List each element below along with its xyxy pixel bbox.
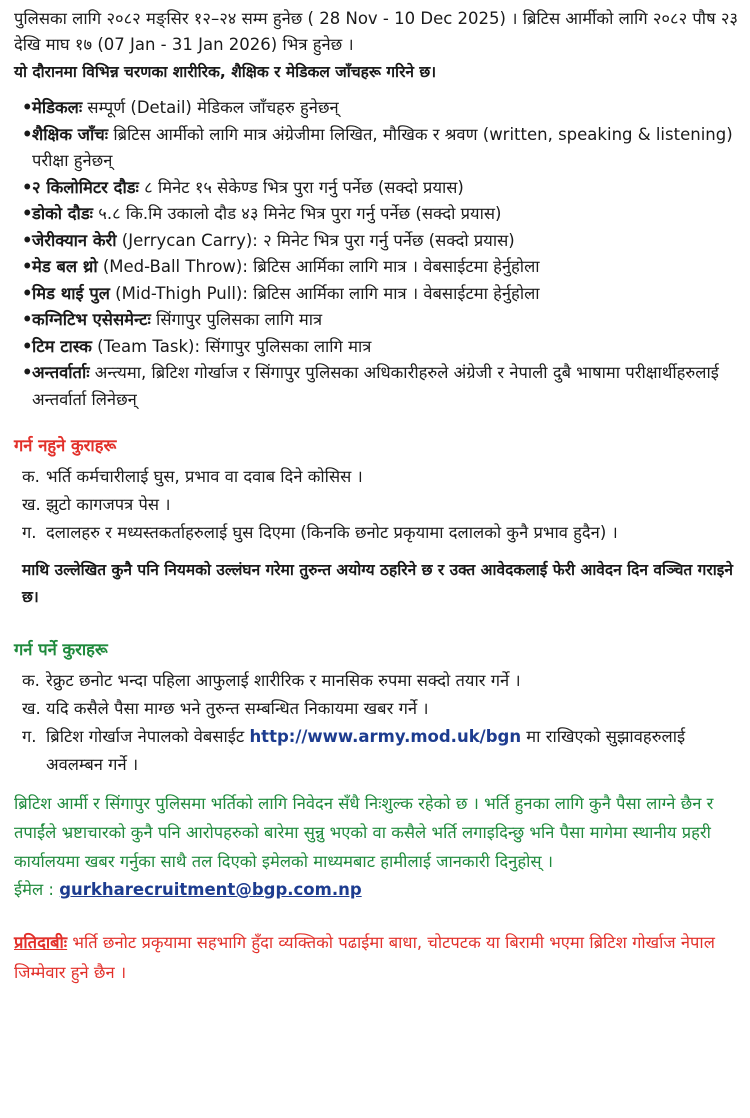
item-key: ख. bbox=[22, 495, 41, 514]
do-heading: गर्न पर्ने कुराहरू bbox=[14, 640, 108, 659]
test-text: ब्रिटिस आर्मीको लागि मात्र अंग्रेजीमा लिखित, मौखिक र श्रवण (written, speaking & listening) परीक्षा हुनेछन् bbox=[32, 124, 733, 170]
list-item bbox=[24, 307, 740, 334]
list-item bbox=[22, 723, 740, 779]
item-text: रेक्रुट छनोट भन्दा पहिला आफुलाई शारीरिक र मानसिक रुपमा सक्दो तयार गर्ने । bbox=[46, 671, 521, 690]
list-item bbox=[24, 201, 740, 228]
list-item bbox=[24, 334, 740, 361]
intro-paragraph: पुलिसका लागि २०८२ मङ्सिर १२–२४ सम्म हुनेछ ( 28 Nov - 10 Dec 2025) । ब्रिटिस आर्मीको लागि २०८२ पौष २३ देखि माघ १७ (07 Jan - 31 Jan 2026) भित्र हुनेछ । bbox=[14, 9, 739, 54]
test-text: सम्पूर्ण (Detail) मेडिकल जाँचहरु हुनेछन् bbox=[82, 98, 339, 117]
test-term: कग्निटिभ एसेसमेन्टः bbox=[32, 310, 151, 329]
bullet-icon: • bbox=[22, 204, 33, 223]
list-item bbox=[24, 228, 740, 255]
disclaimer-label: प्रतिदाबीः bbox=[14, 933, 68, 952]
item-key: ख. bbox=[22, 699, 41, 718]
list-item bbox=[24, 175, 740, 202]
warning-text: माथि उल्लेखित कुनै पनि नियमको उल्लंघन गरेमा तुरुन्त अयोग्य ठहरिने छ र उक्त आवेदकलाई फेरी आवेदन दिन वञ्चित गराइने छ। bbox=[22, 561, 733, 606]
disclaimer-text: भर्ति छनोट प्रकृयामा सहभागि हुँदा व्यक्तिको पढाईमा बाधा, चोटपटक या बिरामी भएमा ब्रिटिश गोर्खाज नेपाल जिम्मेवार हुने छैन । bbox=[14, 933, 715, 982]
list-item bbox=[24, 281, 740, 308]
dont-list bbox=[14, 463, 740, 547]
test-text: ८ मिनेट १५ सेकेण्ड भित्र पुरा गर्नु पर्नेछ (सक्दो प्रयास) bbox=[138, 177, 464, 197]
bullet-icon: • bbox=[22, 177, 33, 197]
item-key: ग. bbox=[22, 727, 37, 746]
test-term: शैक्षिक जाँचः bbox=[32, 124, 109, 144]
test-term: मेडिकलः bbox=[32, 98, 83, 117]
item-text: झुटो कागजपत्र पेस । bbox=[46, 495, 171, 514]
list-item bbox=[24, 95, 740, 122]
bullet-icon: • bbox=[22, 257, 33, 276]
bullet-icon: • bbox=[22, 98, 33, 117]
bullet-icon: • bbox=[22, 230, 33, 250]
item-text-before: ब्रिटिश गोर्खाज नेपालको वेबसाईट bbox=[46, 727, 250, 746]
test-term: टिम टास्क bbox=[32, 336, 92, 356]
do-section bbox=[14, 637, 740, 779]
bullet-icon: • bbox=[22, 310, 33, 329]
notice-block bbox=[14, 789, 740, 904]
website-link[interactable]: http://www.army.mod.uk/bgn bbox=[249, 727, 522, 746]
test-text: (Med-Ball Throw): ब्रिटिस आर्मिका लागि मात्र । वेबसाईटमा हेर्नुहोला bbox=[97, 257, 540, 276]
bullet-icon: • bbox=[22, 363, 33, 382]
list-item bbox=[22, 491, 740, 519]
exam-summary: यो दौरानमा विभिन्न चरणका शारीरिक, शैक्षिक र मेडिकल जाँचहरू गरिने छ। bbox=[14, 63, 437, 81]
list-item bbox=[24, 254, 740, 281]
test-term: अन्तर्वार्ताः bbox=[32, 363, 90, 382]
item-text: दलालहरु र मध्यस्तकर्ताहरुलाई घुस दिएमा (किनकि छनोट प्रकृयामा दलालको कुनै प्रभाव हुदैन) । bbox=[46, 523, 618, 542]
do-list bbox=[14, 667, 740, 779]
list-item bbox=[22, 667, 740, 695]
disclaimer bbox=[14, 928, 740, 988]
email-label: ईमेल : bbox=[14, 880, 60, 899]
test-text: (Team Task): सिंगापुर पुलिसका लागि मात्र bbox=[91, 336, 372, 356]
item-text bbox=[46, 723, 740, 779]
dont-section bbox=[14, 433, 740, 611]
item-text: भर्ति कर्मचारीलाई घुस, प्रभाव वा दवाब दिने कोसिस । bbox=[46, 467, 363, 486]
test-text: ५.८ कि.मि उकालो दौड ४३ मिनेट भित्र पुरा गर्नु पर्नेछ (सक्दो प्रयास) bbox=[93, 204, 502, 223]
item-text: यदि कसैले पैसा माग्छ भने तुरुन्त सम्बन्धित निकायमा खबर गर्ने । bbox=[46, 699, 429, 718]
bullet-icon: • bbox=[22, 124, 33, 144]
list-item bbox=[24, 360, 740, 413]
item-key: क. bbox=[22, 467, 40, 486]
test-text: अन्त्यमा, ब्रिटिश गोर्खाज र सिंगापुर पुलिसका अधिकारीहरुले अंग्रेजी र नेपाली दुबै भाषामा परीक्षार्थीहरुलाई अन्तर्वार्ता लिनेछन् bbox=[32, 363, 719, 409]
test-term: जेरीक्यान केरी bbox=[32, 230, 117, 250]
test-text: (Mid-Thigh Pull): ब्रिटिस आर्मिका लागि मात्र । वेबसाईटमा हेर्नुहोला bbox=[109, 283, 540, 303]
test-text: सिंगापुर पुलिसका लागि मात्र bbox=[150, 310, 323, 329]
test-term: २ किलोमिटर दौडः bbox=[32, 177, 139, 197]
notice-text: ब्रिटिश आर्मी र सिंगापुर पुलिसमा भर्तिको लागि निवेदन सँधै निःशुल्क रहेको छ । भर्ति हुनका लागि कुनै पैसा लाग्ने छैन र तपाईंले भ्रष्टाचारको कुनै पनि आरोपहरुको बारेमा सुन्नु भएको वा कसैले भर्ति लगाइदिन्छु भनि पैसा मागेमा स्थानीय प्रहरी कार्यालयमा खबर गर्नुका साथै तल दिएको इमेलको माध्यमबाट हामीलाई जानकारी दिनुहोस् । bbox=[14, 794, 714, 871]
test-text: (Jerrycan Carry): २ मिनेट भित्र पुरा गर्नु पर्नेछ (सक्दो प्रयास) bbox=[116, 230, 515, 250]
test-list bbox=[14, 95, 740, 413]
item-key: क. bbox=[22, 671, 40, 690]
list-item bbox=[22, 519, 740, 547]
bullet-icon: • bbox=[22, 336, 33, 356]
bullet-icon: • bbox=[22, 283, 33, 303]
test-term: डोको दौडः bbox=[32, 204, 93, 223]
list-item bbox=[22, 463, 740, 491]
email-line bbox=[14, 876, 740, 904]
item-key: ग. bbox=[22, 523, 37, 542]
dont-heading: गर्न नहुने कुराहरू bbox=[14, 436, 117, 455]
item-text-after: मा राखिएको सुझावहरुलाई अवलम्बन गर्ने । bbox=[46, 727, 686, 774]
list-item bbox=[22, 695, 740, 723]
list-item bbox=[24, 122, 740, 175]
test-term: मिड थाई पुल bbox=[32, 283, 110, 303]
email-link[interactable]: gurkharecruitment@bgp.com.np bbox=[59, 880, 362, 899]
test-term: मेड बल थ्रो bbox=[32, 257, 98, 276]
